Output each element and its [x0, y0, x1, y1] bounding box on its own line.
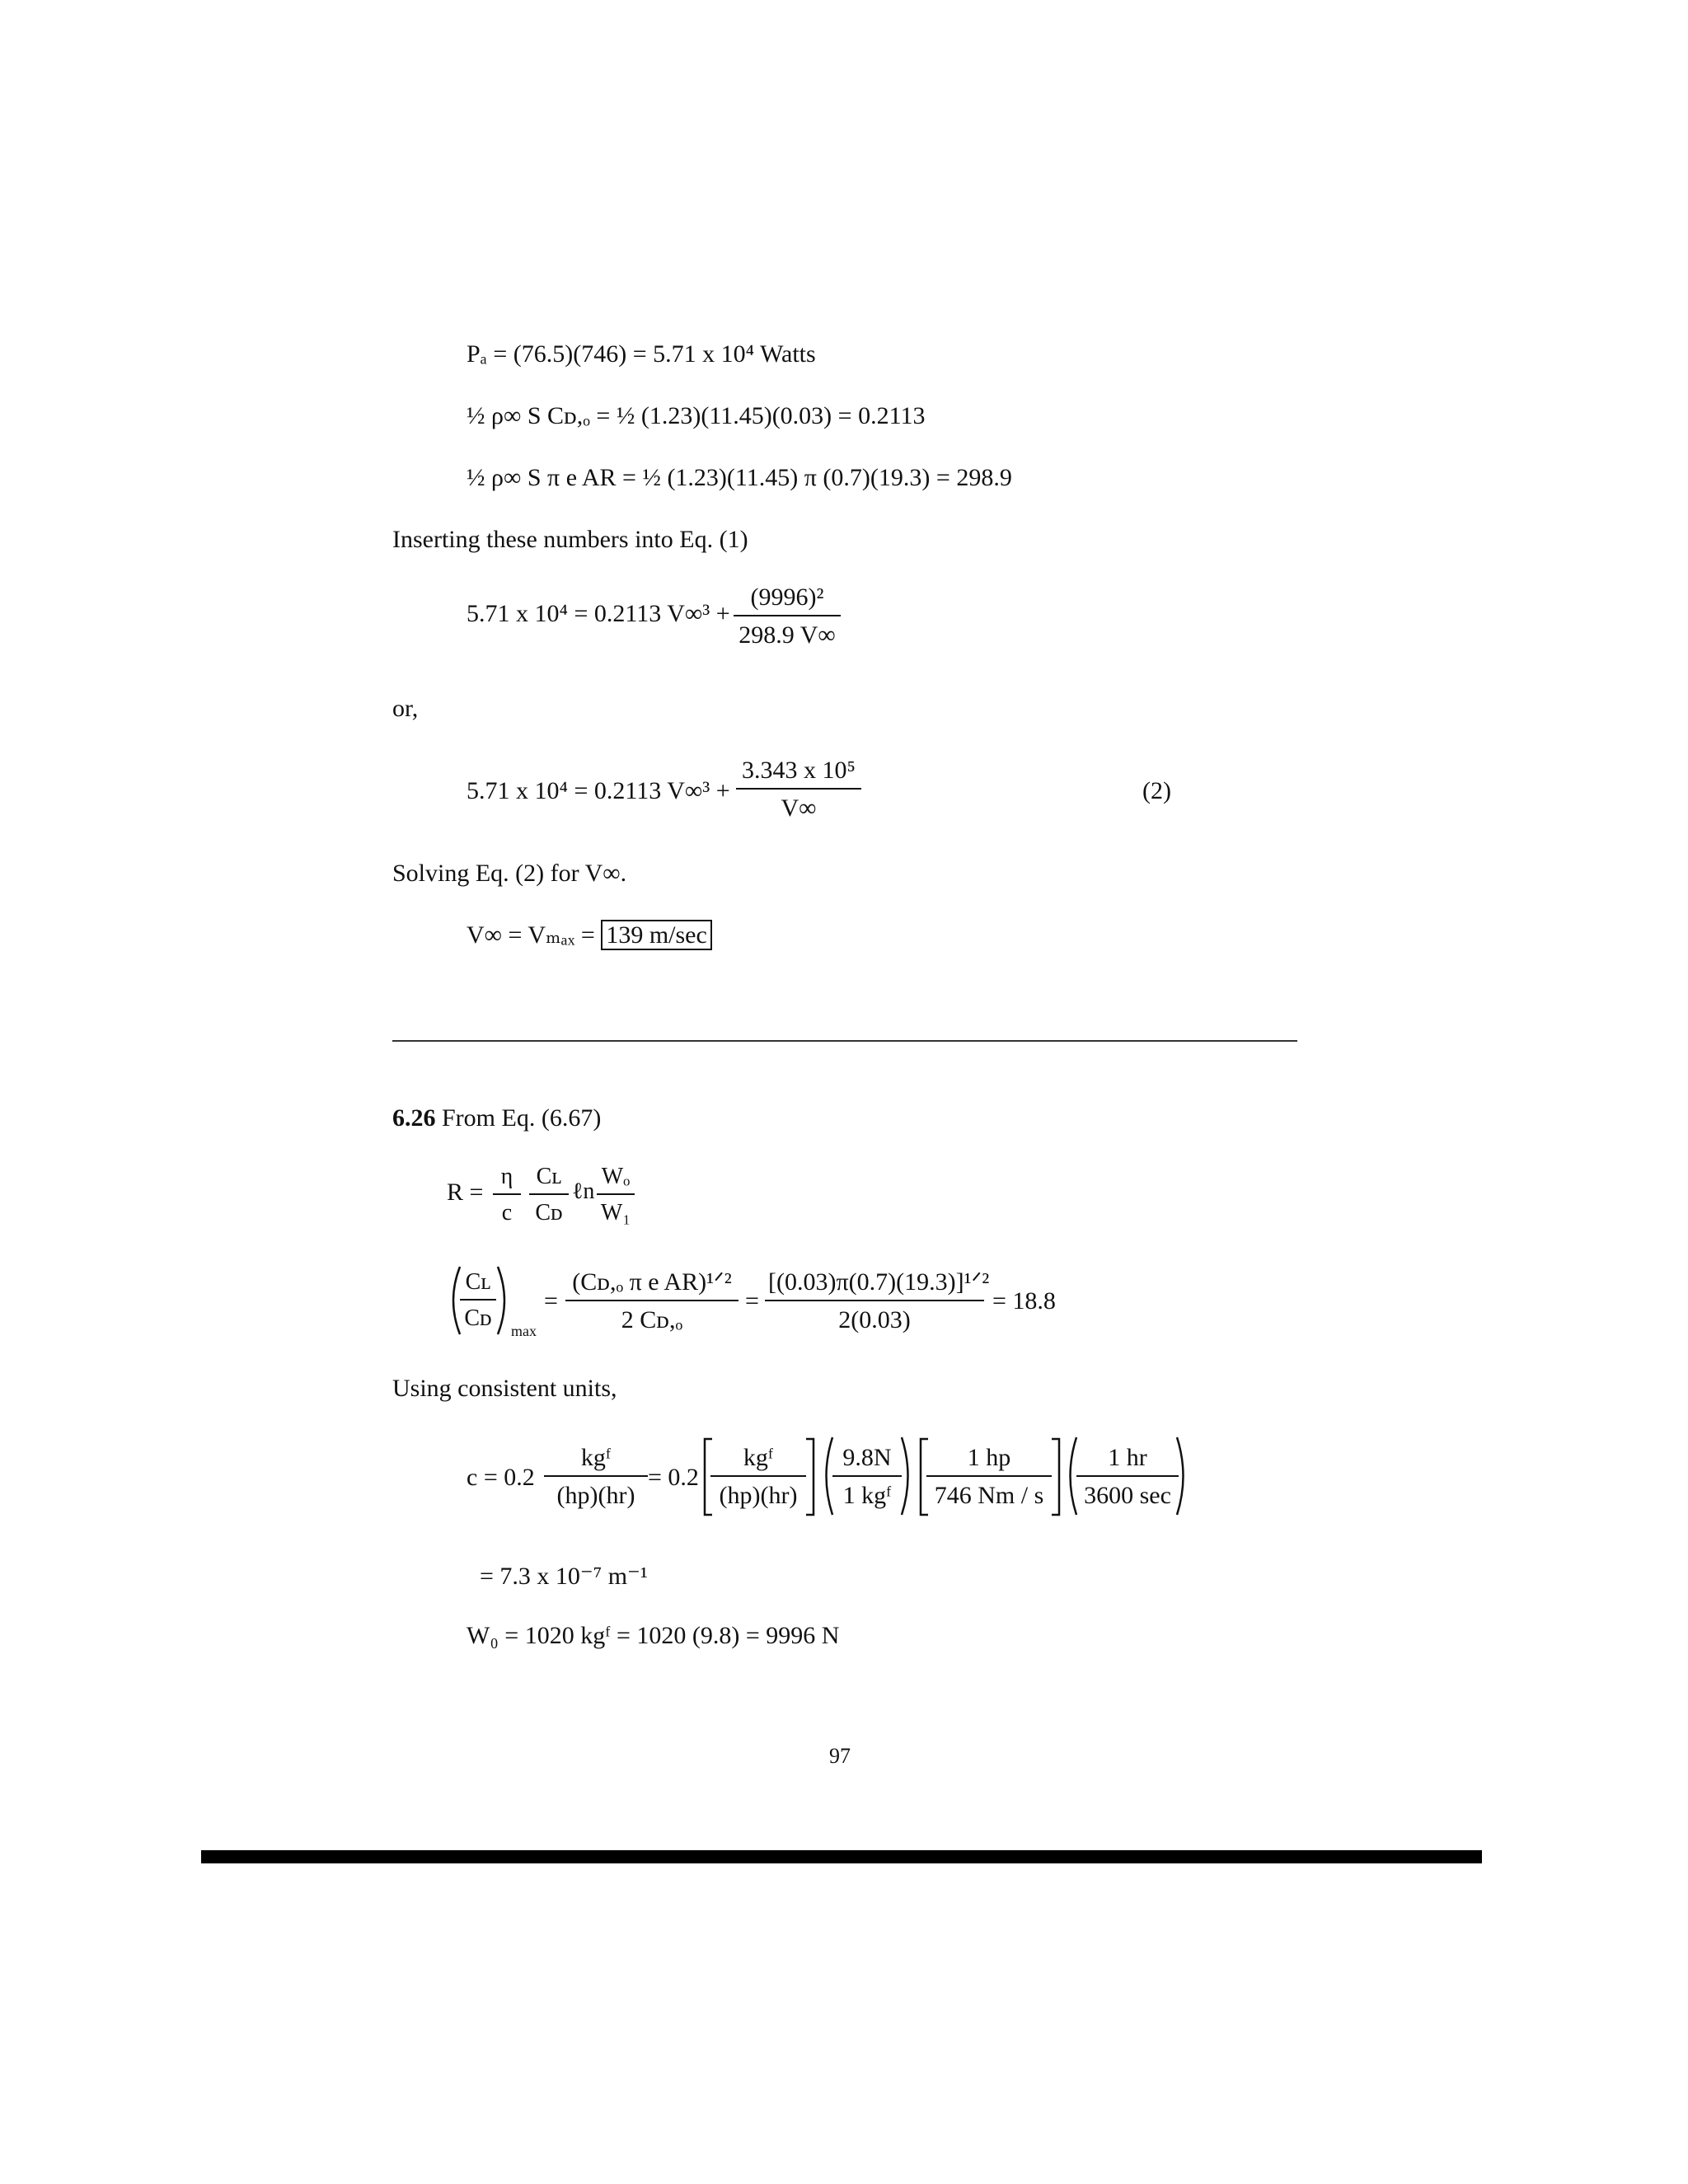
- w0-equation-text: W₀ = 1020 kgᶠ = 1020 (9.8) = 9996 N: [467, 1622, 840, 1649]
- ld-right-paren: [496, 1265, 513, 1336]
- equation-one-numerator: (9996)²: [750, 583, 824, 611]
- problem-heading: [392, 1106, 601, 1131]
- c-fraction-5: [1076, 1444, 1179, 1510]
- vmax-result-box: 139 m/sec: [601, 920, 711, 950]
- ld-den-numeric: 2(0.03): [838, 1306, 911, 1333]
- page-number: [829, 1746, 851, 1767]
- ld-cl-over-cd: [460, 1269, 496, 1332]
- c-f5-den: 3600 sec: [1084, 1482, 1171, 1509]
- solving-text: Solving Eq. (2) for V∞.: [392, 860, 627, 887]
- equation-induced-drag-text: ½ ρ∞ S π e AR = ½ (1.23)(11.45) π (0.7)(19.3) = 298.9: [467, 464, 1012, 491]
- bracket-1-right: [804, 1437, 816, 1516]
- equation-two-lhs: [467, 779, 730, 804]
- inserting-text: Inserting these numbers into Eq. (1): [392, 526, 748, 553]
- ld-cd: Cᴅ: [464, 1305, 492, 1331]
- ld-max-text: max: [511, 1323, 537, 1339]
- c-f5-num: 1 hr: [1108, 1444, 1147, 1471]
- section-divider: [392, 1040, 1297, 1042]
- c-result: [480, 1564, 648, 1589]
- range-cl-over-cd: [529, 1164, 569, 1226]
- ld-result-text: = 18.8: [992, 1287, 1056, 1315]
- page-number-text: 97: [829, 1744, 851, 1768]
- c-f4-den: 746 Nm / s: [934, 1482, 1044, 1509]
- equation-one-lhs-text: 5.71 x 10⁴ = 0.2113 V∞³ +: [467, 600, 730, 627]
- c-f2-den: (hp)(hr): [719, 1482, 798, 1509]
- ld-equals-2-text: =: [745, 1287, 759, 1315]
- w0-equation: [467, 1624, 839, 1648]
- bottom-bar: [201, 1850, 1482, 1863]
- c-lhs-text: c = 0.2: [467, 1464, 535, 1491]
- or-paragraph: [392, 696, 418, 721]
- range-eta-over-c: [493, 1164, 521, 1226]
- c-fraction-1: [544, 1444, 648, 1510]
- ld-den-symbolic: 2 Cᴅ,ₒ: [621, 1306, 683, 1333]
- c-f1-den: (hp)(hr): [556, 1482, 635, 1509]
- c-f3-den: 1 kgᶠ: [842, 1482, 892, 1509]
- equation-two-tag: [1142, 779, 1171, 804]
- problem-number: 6.26: [392, 1104, 436, 1132]
- ld-equals-2: [745, 1289, 759, 1314]
- equation-two-fraction: [736, 757, 861, 823]
- c-fraction-4: [926, 1444, 1052, 1510]
- ld-equals-1: [544, 1289, 558, 1314]
- range-w0-over-w1: [597, 1164, 635, 1226]
- range-c: c: [501, 1200, 513, 1226]
- problem-intro: From Eq. (6.67): [442, 1104, 602, 1132]
- equation-induced-drag: [467, 466, 1012, 490]
- vmax-equation: [467, 923, 712, 948]
- equation-one-fraction: [734, 583, 841, 649]
- ld-result: [992, 1289, 1056, 1314]
- equation-zero-lift-drag: [467, 404, 925, 429]
- range-ln: [572, 1180, 594, 1203]
- bracket-3-right: [1050, 1437, 1062, 1516]
- ld-num-symbolic: (Cᴅ,ₒ π e AR)¹ᐟ²: [572, 1268, 732, 1296]
- c-fraction-3: [832, 1444, 902, 1510]
- ld-cl: Cʟ: [465, 1269, 491, 1295]
- equation-power-available: [467, 342, 816, 367]
- range-cl: Cʟ: [536, 1164, 562, 1189]
- range-eta: η: [500, 1164, 513, 1189]
- equation-two-lhs-text: 5.71 x 10⁴ = 0.2113 V∞³ +: [467, 777, 730, 804]
- inserting-paragraph: [392, 527, 748, 552]
- c-lhs: [467, 1465, 535, 1490]
- equation-two-denominator: V∞: [781, 794, 817, 822]
- units-paragraph: [392, 1376, 617, 1401]
- c-f1-num: kgᶠ: [580, 1444, 612, 1471]
- equation-power-available-text: Pₐ = (76.5)(746) = 5.71 x 10⁴ Watts: [467, 340, 816, 368]
- ld-max-subscript: [511, 1324, 537, 1338]
- ld-num-numeric: [(0.03)π(0.7)(19.3)]¹ᐟ²: [768, 1268, 990, 1296]
- equation-one-substituted-lhs: [467, 602, 730, 626]
- c-f2-num: kgᶠ: [743, 1444, 774, 1471]
- c-mid-text: = 0.2: [648, 1464, 699, 1491]
- ld-left-paren: [445, 1265, 462, 1336]
- ld-fraction-symbolic: [565, 1268, 738, 1334]
- range-lhs: [447, 1180, 483, 1205]
- range-lhs-text: R =: [447, 1179, 484, 1206]
- c-result-text: = 7.3 x 10⁻⁷ m⁻¹: [480, 1563, 648, 1590]
- c-fraction-2: [710, 1444, 806, 1510]
- solving-paragraph: [392, 861, 626, 886]
- vmax-lhs: V∞ = Vₘₐₓ =: [467, 921, 595, 949]
- equation-two-numerator: 3.343 x 10⁵: [742, 757, 856, 784]
- range-w0: Wₒ: [601, 1164, 631, 1189]
- equation-one-denominator: 298.9 V∞: [738, 621, 836, 649]
- units-text: Using consistent units,: [392, 1375, 617, 1402]
- range-ln-text: ℓn: [572, 1179, 595, 1204]
- ld-equals-1-text: =: [544, 1287, 558, 1315]
- paren-2-right: [900, 1436, 915, 1516]
- c-mid: [648, 1465, 699, 1490]
- or-text: or,: [392, 695, 419, 722]
- c-f4-num: 1 hp: [967, 1444, 1011, 1471]
- equation-two-tag-text: (2): [1142, 777, 1171, 804]
- range-w1: W₁: [600, 1200, 631, 1226]
- paren-4-right: [1175, 1436, 1190, 1516]
- range-cd: Cᴅ: [535, 1200, 563, 1226]
- equation-zero-lift-drag-text: ½ ρ∞ S Cᴅ,ₒ = ½ (1.23)(11.45)(0.03) = 0.2113: [467, 402, 926, 429]
- ld-fraction-numeric: [765, 1268, 990, 1334]
- c-f3-num: 9.8N: [842, 1444, 892, 1471]
